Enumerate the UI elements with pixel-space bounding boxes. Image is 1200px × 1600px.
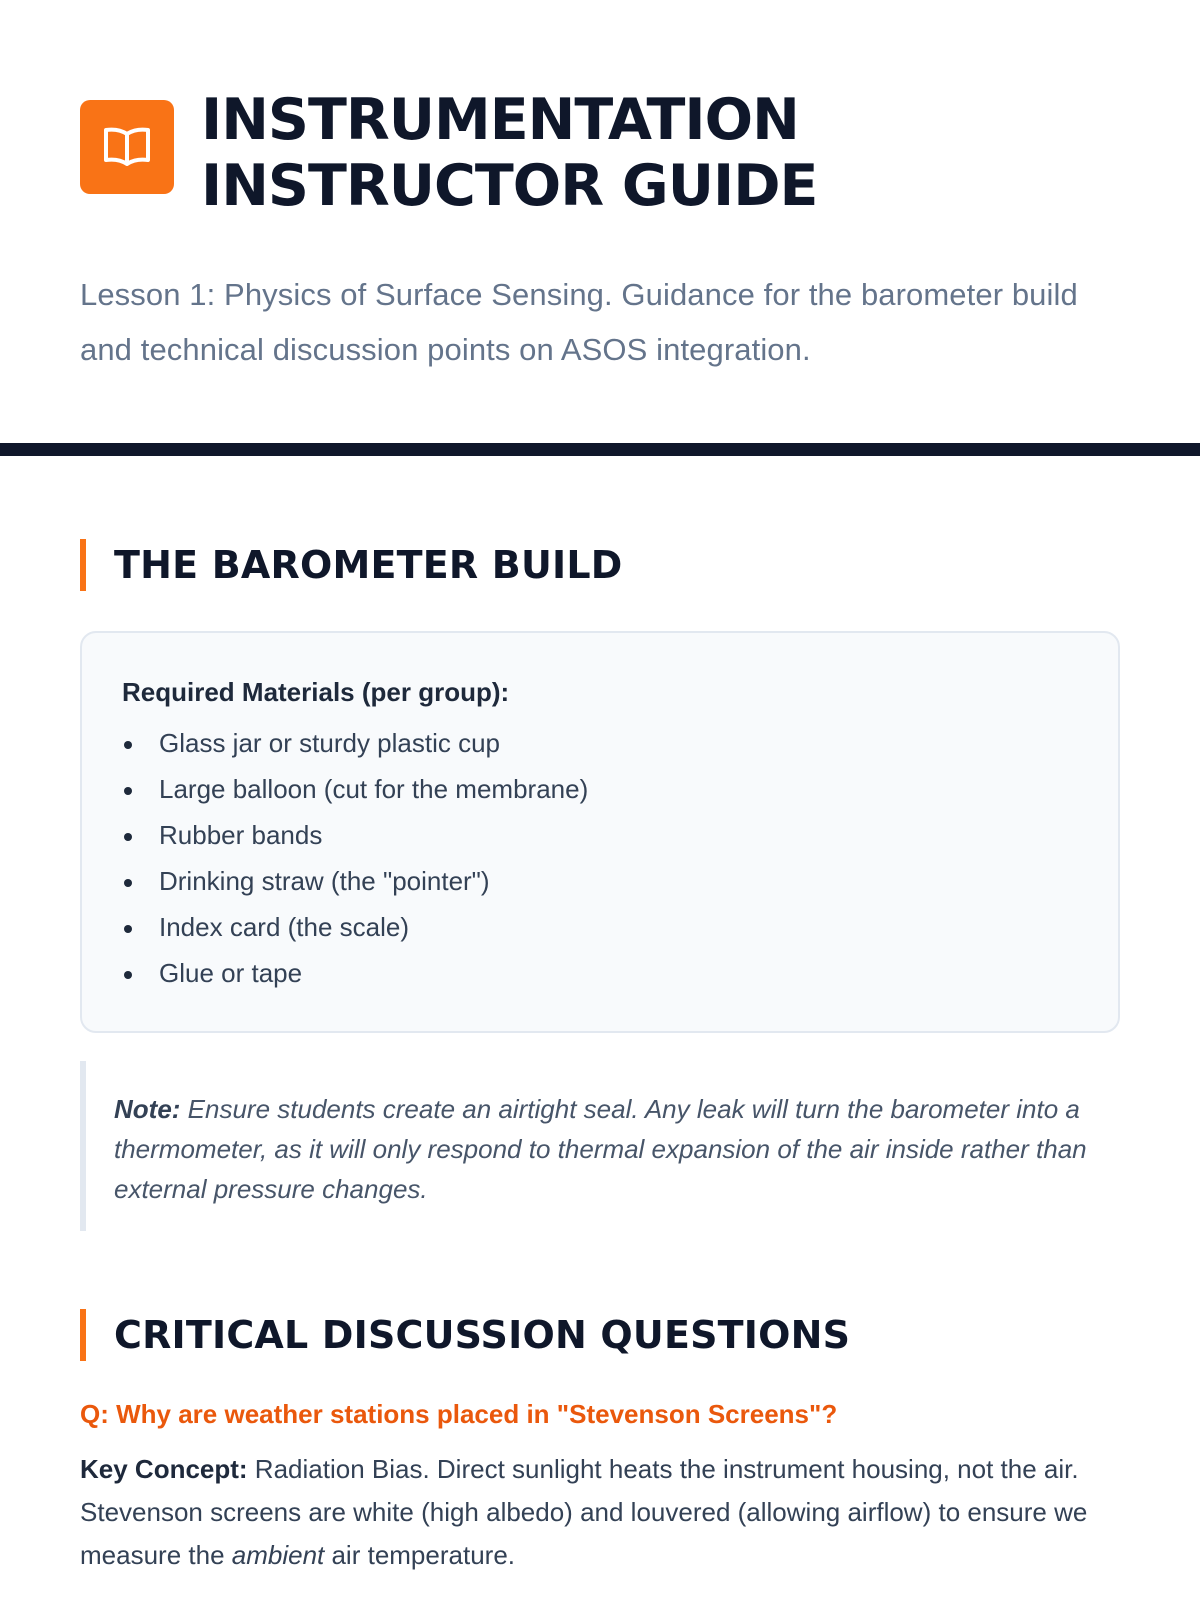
note-label: Note: bbox=[114, 1094, 181, 1124]
page-title-line2: INSTRUCTOR GUIDE bbox=[201, 153, 818, 219]
answer-text-part1: Radiation Bias. Direct sunlight heats the instrument housing, not the air. Stevenson screens are white (high albedo) and louvered (allowing airflow) to ensure we measure the bbox=[80, 1454, 1088, 1570]
answer-emphasis: ambient bbox=[231, 1540, 325, 1570]
title-row bbox=[80, 87, 1120, 219]
open-book-icon bbox=[80, 100, 174, 194]
answer-label: Key Concept: bbox=[80, 1454, 248, 1484]
materials-card bbox=[80, 631, 1120, 1033]
note-text: Ensure students create an airtight seal. Any leak will turn the barometer into a thermometer, as it will only respond to thermal expansion of the air inside rather than external pressure changes. bbox=[114, 1094, 1087, 1204]
page-subtitle: Lesson 1: Physics of Surface Sensing. Guidance for the barometer build and technical discussion points on ASOS integration. bbox=[80, 277, 1078, 367]
discussion-question: Q: Why are weather stations placed in "Stevenson Screens"? bbox=[80, 1399, 838, 1429]
page-title bbox=[201, 87, 817, 219]
materials-list bbox=[122, 720, 1078, 996]
page-header bbox=[0, 0, 1200, 443]
note-callout bbox=[80, 1061, 1120, 1231]
list-item: Glue or tape bbox=[122, 950, 1078, 996]
answer-text-part2: air temperature. bbox=[324, 1540, 515, 1570]
page-title-line1: INSTRUMENTATION bbox=[201, 87, 799, 153]
open-book-icon-glyph bbox=[102, 125, 152, 169]
list-item: Rubber bands bbox=[122, 812, 1078, 858]
list-item: Large balloon (cut for the membrane) bbox=[122, 766, 1078, 812]
list-item: Glass jar or sturdy plastic cup bbox=[122, 720, 1078, 766]
list-item: Drinking straw (the "pointer") bbox=[122, 858, 1078, 904]
main-content bbox=[0, 539, 1200, 1577]
list-item: Index card (the scale) bbox=[122, 904, 1078, 950]
discussion-answer bbox=[80, 1448, 1125, 1577]
section-heading-barometer: THE BAROMETER BUILD bbox=[80, 539, 1120, 591]
header-divider bbox=[0, 443, 1200, 456]
materials-title: Required Materials (per group): bbox=[122, 677, 510, 707]
section-heading-discussion: CRITICAL DISCUSSION QUESTIONS bbox=[80, 1309, 1120, 1361]
